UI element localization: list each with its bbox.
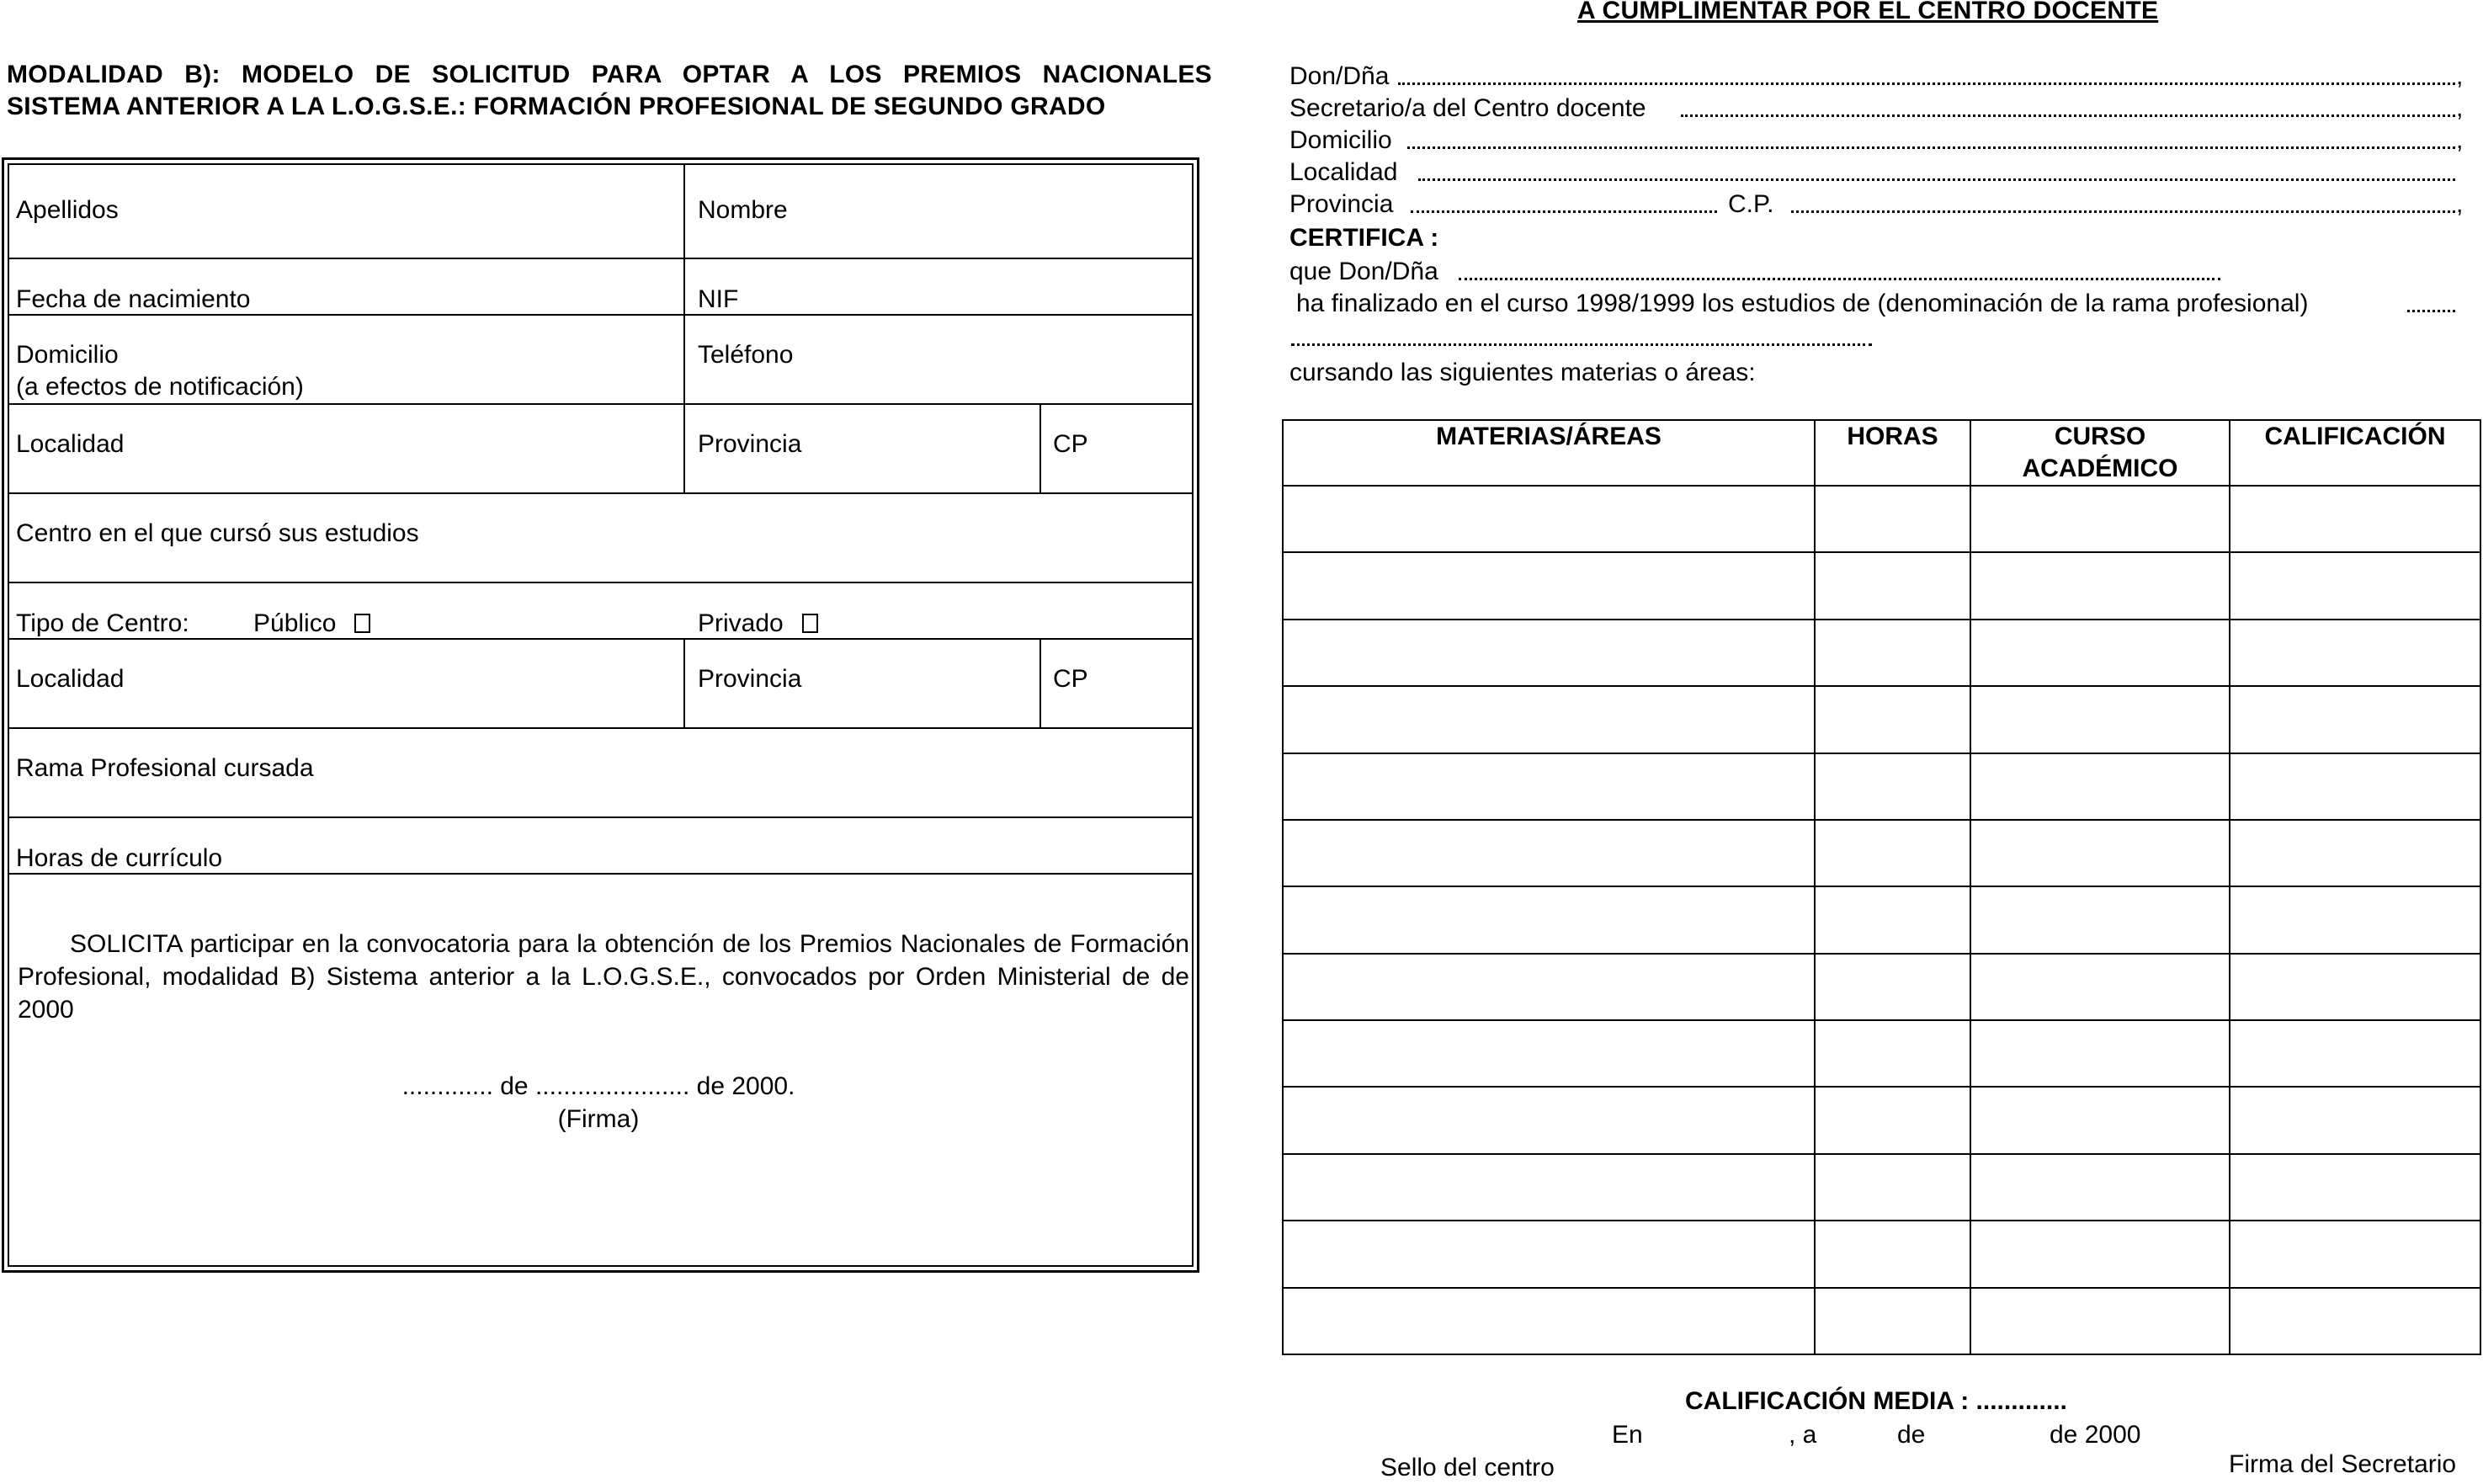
fill-line-que-don-dna[interactable] xyxy=(1459,278,2220,280)
cell-materia[interactable] xyxy=(1283,1154,1815,1221)
label-nif: NIF xyxy=(698,285,739,313)
cell-calificacion[interactable] xyxy=(2230,686,2480,753)
comma: , xyxy=(2456,126,2464,154)
label-apellidos: Apellidos xyxy=(16,196,119,224)
publico-checkbox[interactable] xyxy=(354,614,370,633)
materias-table xyxy=(1282,419,2481,1355)
col-header-calificacion: CALIFICACIÓN xyxy=(2230,420,2480,486)
col-header-materias: MATERIAS/ÁREAS xyxy=(1283,420,1815,486)
table-row xyxy=(1283,686,2480,753)
label-finalizado: ha finalizado en el curso 1998/1999 los estudios de (denominación de la rama profesional) xyxy=(1296,290,2309,317)
cell-curso[interactable] xyxy=(1970,753,2230,820)
cell-horas[interactable] xyxy=(1815,954,1970,1020)
table-header-row xyxy=(1283,420,2480,486)
comma: , xyxy=(2456,62,2464,90)
label-firma-secretario: Firma del Secretario xyxy=(2229,1450,2457,1478)
form-col-divider xyxy=(683,165,685,492)
form-divider xyxy=(9,582,1192,583)
form-col-divider xyxy=(683,638,685,727)
cell-materia[interactable] xyxy=(1283,753,1815,820)
label-tipo-centro: Tipo de Centro: xyxy=(16,609,189,637)
col-header-curso: CURSO ACADÉMICO xyxy=(1970,420,2230,486)
label-que-don-dna: que Don/Dña xyxy=(1289,258,1438,285)
fill-line-rama-cont[interactable] xyxy=(1291,343,1872,346)
option-publico[interactable] xyxy=(253,608,370,640)
table-row xyxy=(1283,1288,2480,1355)
form-col-divider xyxy=(1039,638,1041,727)
fill-line-secretario[interactable] xyxy=(1681,114,2455,117)
cell-calificacion[interactable] xyxy=(2230,1221,2480,1287)
section-header: A CUMPLIMENTAR POR EL CENTRO DOCENTE xyxy=(1577,0,2159,24)
label-centro: Centro en el que cursó sus estudios xyxy=(16,519,419,547)
fill-line-domicilio[interactable] xyxy=(1407,146,2455,149)
table-row xyxy=(1283,486,2480,552)
cell-curso[interactable] xyxy=(1970,620,2230,686)
form-divider xyxy=(9,258,1192,259)
cell-horas[interactable] xyxy=(1815,1087,1970,1153)
label-fecha-nacimiento: Fecha de nacimiento xyxy=(16,285,251,313)
label-provincia-r: Provincia xyxy=(1289,190,1394,218)
cell-curso[interactable] xyxy=(1970,954,2230,1020)
label-domicilio-note: (a efectos de notificación) xyxy=(16,373,304,401)
table-row xyxy=(1283,1154,2480,1221)
label-localidad-r: Localidad xyxy=(1289,158,1398,186)
label-domicilio: Domicilio xyxy=(16,341,119,369)
cell-horas[interactable] xyxy=(1815,552,1970,619)
cell-materia[interactable] xyxy=(1283,686,1815,753)
label-a: , a xyxy=(1789,1421,1817,1449)
label-en: En xyxy=(1612,1421,1643,1449)
label-localidad: Localidad xyxy=(16,430,125,458)
cell-calificacion[interactable] xyxy=(2230,1288,2480,1355)
label-nombre: Nombre xyxy=(698,196,788,224)
cell-materia[interactable] xyxy=(1283,1288,1815,1355)
cell-materia[interactable] xyxy=(1283,1221,1815,1287)
solicita-text: SOLICITA participar en la convocatoria para la obtención de los Premios Nacionales de Formación Profesional, modalidad B) Sistema anterior a la L.O.G.S.E., convocados por Orden Ministerial de de 2000 xyxy=(18,930,1189,1024)
label-de: de xyxy=(1897,1421,1926,1449)
materias-table-body xyxy=(1283,486,2480,1354)
application-form xyxy=(2,157,1199,1273)
label-publico: Público xyxy=(253,609,337,637)
cell-calificacion[interactable] xyxy=(2230,1154,2480,1221)
cell-curso[interactable] xyxy=(1970,686,2230,753)
label-certifica: CERTIFICA : xyxy=(1289,224,1439,252)
label-don-dna: Don/Dña xyxy=(1289,62,1390,90)
table-row xyxy=(1283,886,2480,953)
cell-curso[interactable] xyxy=(1970,820,2230,886)
label-de-2000: de 2000 xyxy=(2050,1421,2141,1449)
cell-curso[interactable] xyxy=(1970,552,2230,619)
table-row xyxy=(1283,1020,2480,1087)
cell-materia[interactable] xyxy=(1283,620,1815,686)
cell-calificacion[interactable] xyxy=(2230,820,2480,886)
cell-curso[interactable] xyxy=(1970,1288,2230,1355)
label-horas-curriculo: Horas de currículo xyxy=(16,844,223,872)
cell-horas[interactable] xyxy=(1815,1288,1970,1355)
form-divider xyxy=(9,492,1192,494)
cell-horas[interactable] xyxy=(1815,486,1970,552)
fill-line-rama[interactable] xyxy=(2407,310,2455,312)
cell-horas[interactable] xyxy=(1815,1221,1970,1287)
label-privado: Privado xyxy=(698,609,784,637)
option-privado[interactable] xyxy=(698,608,818,640)
cell-curso[interactable] xyxy=(1970,1154,2230,1221)
application-form-inner xyxy=(8,163,1194,1267)
cell-calificacion[interactable] xyxy=(2230,552,2480,619)
fill-line-provincia[interactable] xyxy=(1411,210,1717,213)
form-divider xyxy=(9,727,1192,729)
cell-calificacion[interactable] xyxy=(2230,1087,2480,1153)
label-secretario: Secretario/a del Centro docente xyxy=(1289,94,1646,122)
form-title-line2: SISTEMA ANTERIOR A LA L.O.G.S.E.: FORMACIÓN PROFESIONAL DE SEGUNDO GRADO xyxy=(7,93,1106,120)
firma-label: (Firma) xyxy=(557,1105,640,1133)
label-cp: CP xyxy=(1053,430,1088,458)
label-localidad-centro: Localidad xyxy=(16,665,125,693)
cell-horas[interactable] xyxy=(1815,886,1970,953)
label-cursando: cursando las siguientes materias o áreas: xyxy=(1289,359,1756,386)
table-row xyxy=(1283,552,2480,619)
cell-horas[interactable] xyxy=(1815,820,1970,886)
cell-horas[interactable] xyxy=(1815,753,1970,820)
form-col-divider xyxy=(1039,403,1041,492)
table-row xyxy=(1283,820,2480,886)
label-rama: Rama Profesional cursada xyxy=(16,754,314,782)
table-row xyxy=(1283,620,2480,686)
label-telefono: Teléfono xyxy=(698,341,794,369)
label-domicilio-r: Domicilio xyxy=(1289,126,1392,154)
cell-materia[interactable] xyxy=(1283,486,1815,552)
comma: , xyxy=(2456,94,2464,122)
fill-line-cp[interactable] xyxy=(1791,210,2455,213)
cell-calificacion[interactable] xyxy=(2230,954,2480,1020)
label-provincia-centro: Provincia xyxy=(698,665,802,693)
label-cp-centro: CP xyxy=(1053,665,1088,693)
label-provincia: Provincia xyxy=(698,430,802,458)
table-row xyxy=(1283,1221,2480,1287)
calificacion-media: CALIFICACIÓN MEDIA : ............. xyxy=(1685,1387,2067,1415)
cell-horas[interactable] xyxy=(1815,620,1970,686)
table-row xyxy=(1283,753,2480,820)
fill-line-localidad[interactable] xyxy=(1418,178,2455,181)
date-line: ............. de ...................... de 2000. xyxy=(401,1072,795,1100)
cell-calificacion[interactable] xyxy=(2230,753,2480,820)
cell-horas[interactable] xyxy=(1815,1154,1970,1221)
cell-materia[interactable] xyxy=(1283,1020,1815,1087)
cell-horas[interactable] xyxy=(1815,686,1970,753)
label-cp-r: C.P. xyxy=(1728,190,1774,218)
comma: , xyxy=(2456,190,2464,218)
cell-calificacion[interactable] xyxy=(2230,486,2480,552)
cell-materia[interactable] xyxy=(1283,1087,1815,1153)
cell-calificacion[interactable] xyxy=(2230,1020,2480,1087)
cell-materia[interactable] xyxy=(1283,954,1815,1020)
cell-curso[interactable] xyxy=(1970,1020,2230,1087)
privado-checkbox[interactable] xyxy=(802,614,818,633)
form-title-line1: MODALIDAD B): MODELO DE SOLICITUD PARA OPTAR A LOS PREMIOS NACIONALES xyxy=(7,61,1212,88)
cell-curso[interactable] xyxy=(1970,1221,2230,1287)
cell-calificacion[interactable] xyxy=(2230,620,2480,686)
cell-materia[interactable] xyxy=(1283,886,1815,953)
cell-materia[interactable] xyxy=(1283,820,1815,886)
cell-calificacion[interactable] xyxy=(2230,886,2480,953)
col-header-horas: HORAS xyxy=(1815,420,1970,486)
cell-materia[interactable] xyxy=(1283,552,1815,619)
form-divider xyxy=(9,403,1192,405)
solicita-paragraph xyxy=(18,928,1189,1026)
label-sello-centro: Sello del centro xyxy=(1380,1454,1555,1481)
cell-curso[interactable] xyxy=(1970,486,2230,552)
cell-curso[interactable] xyxy=(1970,886,2230,953)
fill-line-don-dna[interactable] xyxy=(1398,82,2455,85)
form-divider xyxy=(9,816,1192,818)
table-row xyxy=(1283,1087,2480,1153)
cell-curso[interactable] xyxy=(1970,1087,2230,1153)
cell-horas[interactable] xyxy=(1815,1020,1970,1087)
table-row xyxy=(1283,954,2480,1020)
